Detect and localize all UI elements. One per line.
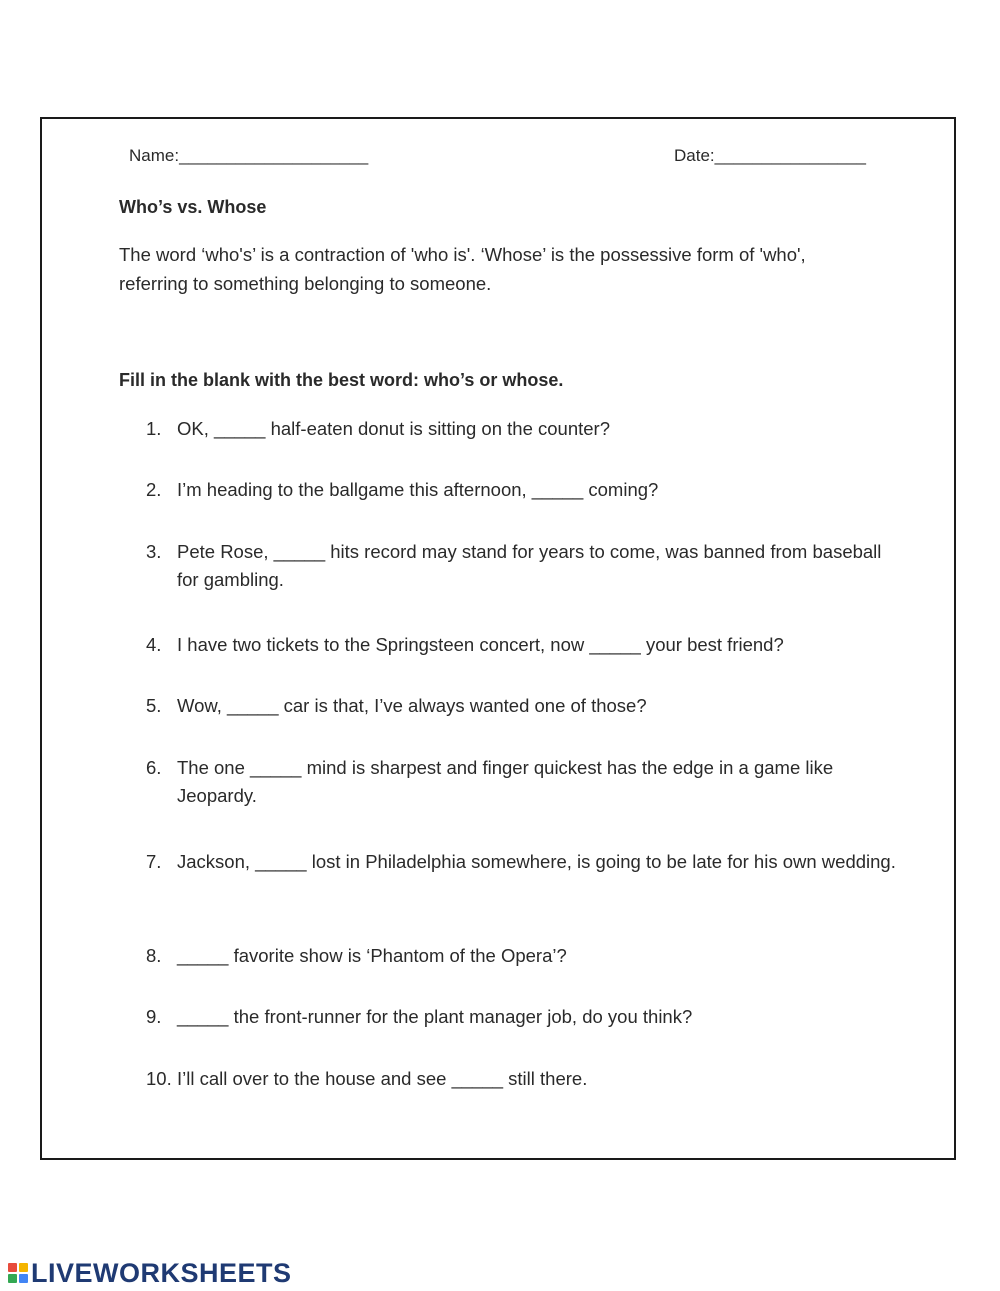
question-9 [146,1003,906,1031]
question-6 [146,754,906,810]
question-text: Pete Rose, _____ hits record may stand for years to come, was banned from baseball for gambling. [177,541,882,590]
question-text: I’ll call over to the house and see _____ still there. [177,1068,588,1089]
question-4 [146,631,906,659]
name-field: Name:____________________ [129,146,369,165]
question-number: 7. [146,851,162,872]
logo-squares-icon [8,1263,28,1283]
question-number: 5. [146,695,162,716]
question-number: 4. [146,634,162,655]
question-1 [146,415,906,443]
question-text: OK, _____ half-eaten donut is sitting on the counter? [177,418,610,439]
date-field: Date:________________ [674,146,866,165]
question-text: _____ the front-runner for the plant manager job, do you think? [177,1006,693,1027]
question-5 [146,692,906,720]
intro-paragraph: The word ‘who's’ is a contraction of 'who is'. ‘Whose’ is the possessive form of 'who', referring to something belonging to someone. [119,244,806,294]
question-text: The one _____ mind is sharpest and finger quickest has the edge in a game like Jeopardy. [177,757,834,806]
worksheet-title: Who’s vs. Whose [119,197,267,217]
question-number: 9. [146,1006,162,1027]
logo-text: LIVEWORKSHEETS [31,1257,292,1288]
question-text: _____ favorite show is ‘Phantom of the Opera’? [177,945,567,966]
question-text: I’m heading to the ballgame this afternoon, _____ coming? [177,479,659,500]
question-number: 2. [146,479,162,500]
question-text: Jackson, _____ lost in Philadelphia somewhere, is going to be late for his own wedding. [177,851,896,872]
question-text: Wow, _____ car is that, I’ve always wanted one of those? [177,695,647,716]
logo-square [19,1274,28,1283]
question-number: 3. [146,541,162,562]
question-text: I have two tickets to the Springsteen concert, now _____ your best friend? [177,634,784,655]
question-3 [146,538,906,594]
question-number: 10. [146,1068,172,1089]
question-number: 6. [146,757,162,778]
logo-square [8,1263,17,1272]
question-number: 8. [146,945,162,966]
logo-square [19,1263,28,1272]
liveworksheets-logo[interactable] [8,1259,292,1287]
question-number: 1. [146,418,162,439]
logo-square [8,1274,17,1283]
instruction-text: Fill in the blank with the best word: who’s or whose. [119,370,564,390]
question-7 [146,848,906,876]
question-10 [146,1065,906,1093]
question-2 [146,476,906,504]
question-8 [146,942,906,970]
